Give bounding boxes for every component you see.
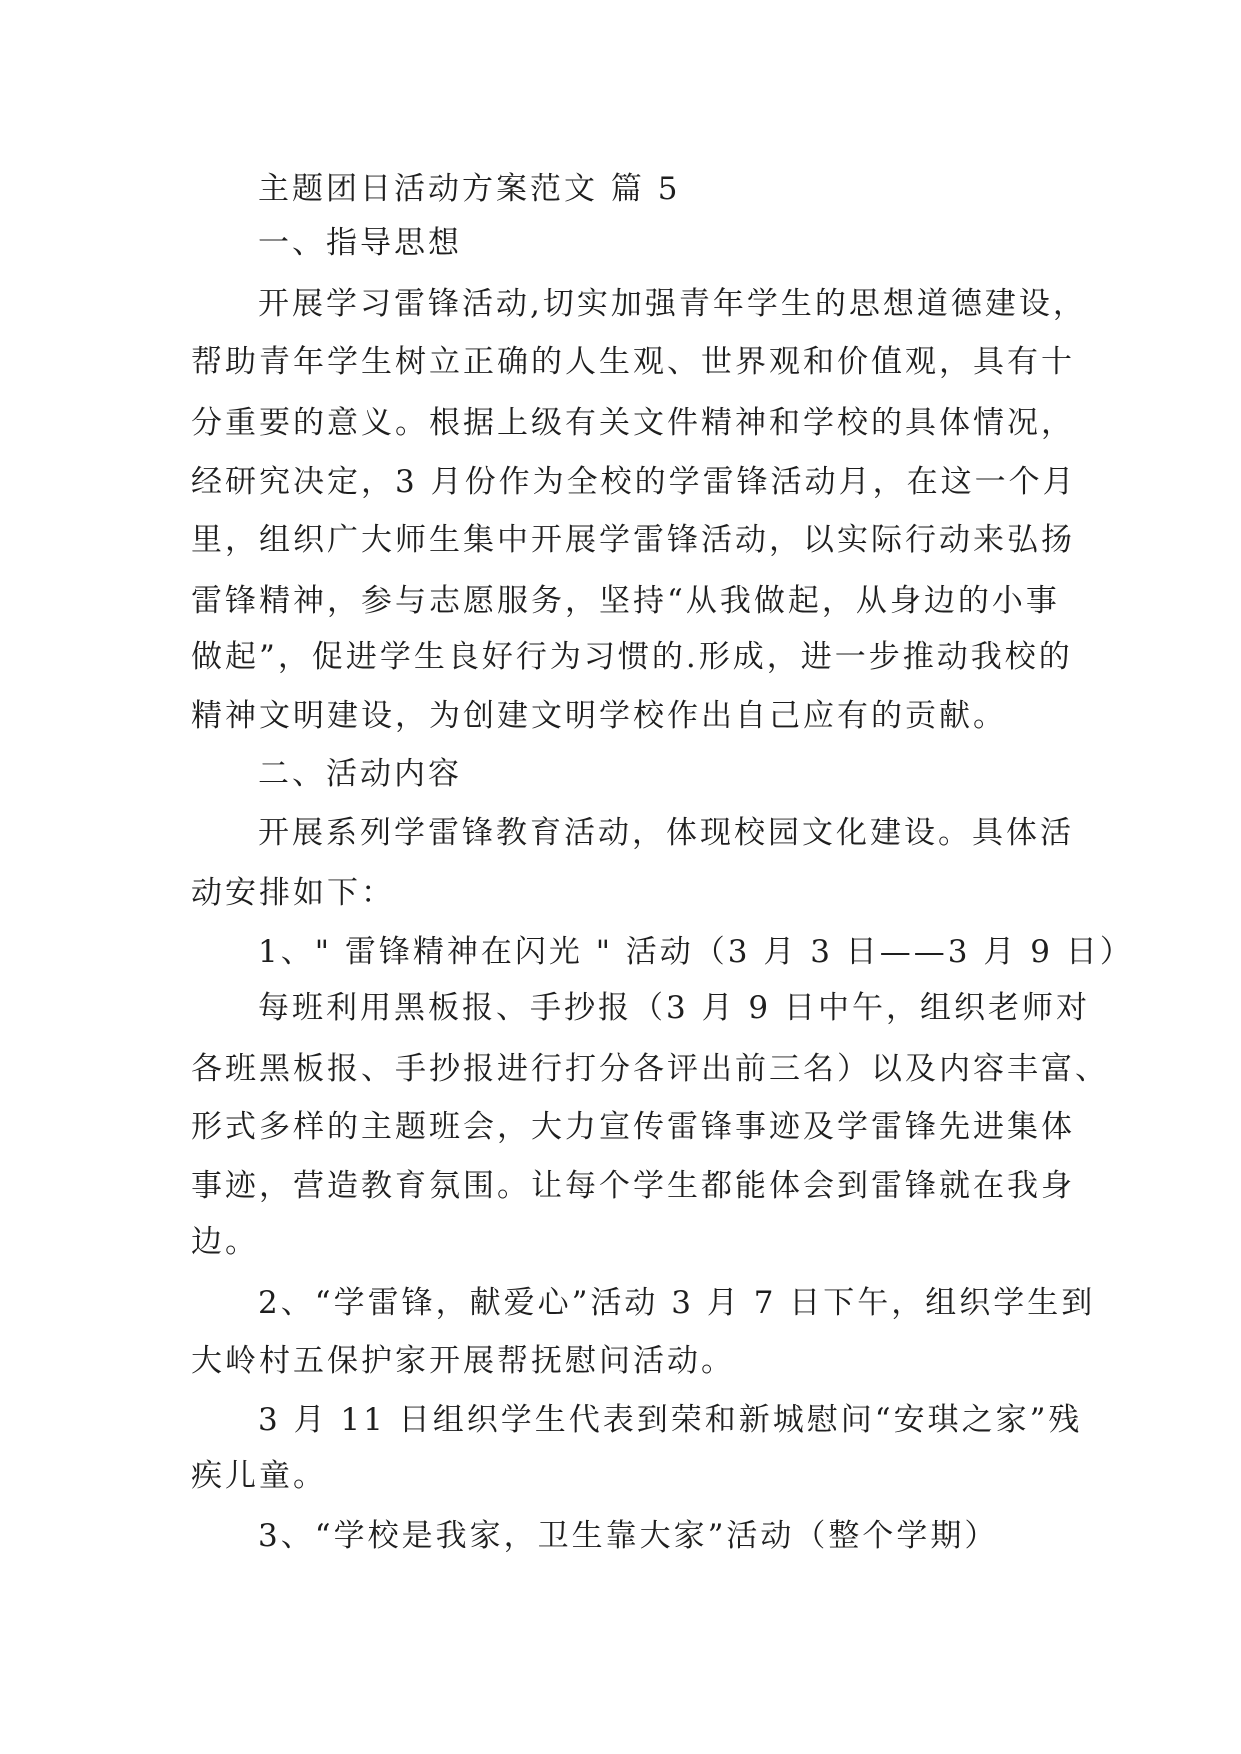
paragraph-line: 形式多样的主题班会，大力宣传雷锋事迹及学雷锋先进集体 <box>191 1109 1075 1145</box>
activity-item-heading: 1、" 雷锋精神在闪光 " 活动（3 月 3 日——3 月 9 日） <box>258 934 1134 970</box>
paragraph-line: 开展学习雷锋活动,切实加强青年学生的思想道德建设， <box>258 286 1087 322</box>
paragraph-line: 边。 <box>191 1224 259 1260</box>
paragraph-line: 3 月 11 日组织学生代表到荣和新城慰问“安琪之家”残 <box>258 1402 1083 1438</box>
paragraph-line: 动安排如下： <box>191 875 395 911</box>
paragraph-line: 事迹，营造教育氛围。让每个学生都能体会到雷锋就在我身 <box>191 1168 1075 1204</box>
section-heading: 一、指导思想 <box>258 225 462 261</box>
paragraph-line: 开展系列学雷锋教育活动，体现校园文化建设。具体活 <box>258 815 1074 851</box>
activity-item-heading: 3、“学校是我家，卫生靠大家”活动（整个学期） <box>258 1518 999 1554</box>
paragraph-line: 里，组织广大师生集中开展学雷锋活动，以实际行动来弘扬 <box>191 522 1075 558</box>
document-title: 主题团日活动方案范文 篇 5 <box>258 171 681 207</box>
section-heading: 二、活动内容 <box>258 756 462 792</box>
paragraph-line: 每班利用黑板报、手抄报（3 月 9 日中午，组织老师对 <box>258 990 1091 1026</box>
paragraph-line: 精神文明建设，为创建文明学校作出自己应有的贡献。 <box>191 698 1007 734</box>
paragraph-line: 各班黑板报、手抄报进行打分各评出前三名）以及内容丰富、 <box>191 1051 1109 1087</box>
paragraph-line: 帮助青年学生树立正确的人生观、世界观和价值观，具有十 <box>191 344 1075 380</box>
paragraph-line: 经研究决定，3 月份作为全校的学雷锋活动月，在这一个月 <box>191 464 1077 500</box>
paragraph-line: 分重要的意义。根据上级有关文件精神和学校的具体情况， <box>191 405 1075 441</box>
paragraph-line: 疾儿童。 <box>191 1458 327 1494</box>
paragraph-line: 做起”，促进学生良好行为习惯的.形成，进一步推动我校的 <box>191 639 1073 675</box>
paragraph-line: 雷锋精神，参与志愿服务，坚持“从我做起，从身边的小事 <box>191 583 1060 619</box>
paragraph-line: 大岭村五保护家开展帮抚慰问活动。 <box>191 1343 735 1379</box>
activity-item-heading: 2、“学雷锋，献爱心”活动 3 月 7 日下午，组织学生到 <box>258 1285 1096 1321</box>
